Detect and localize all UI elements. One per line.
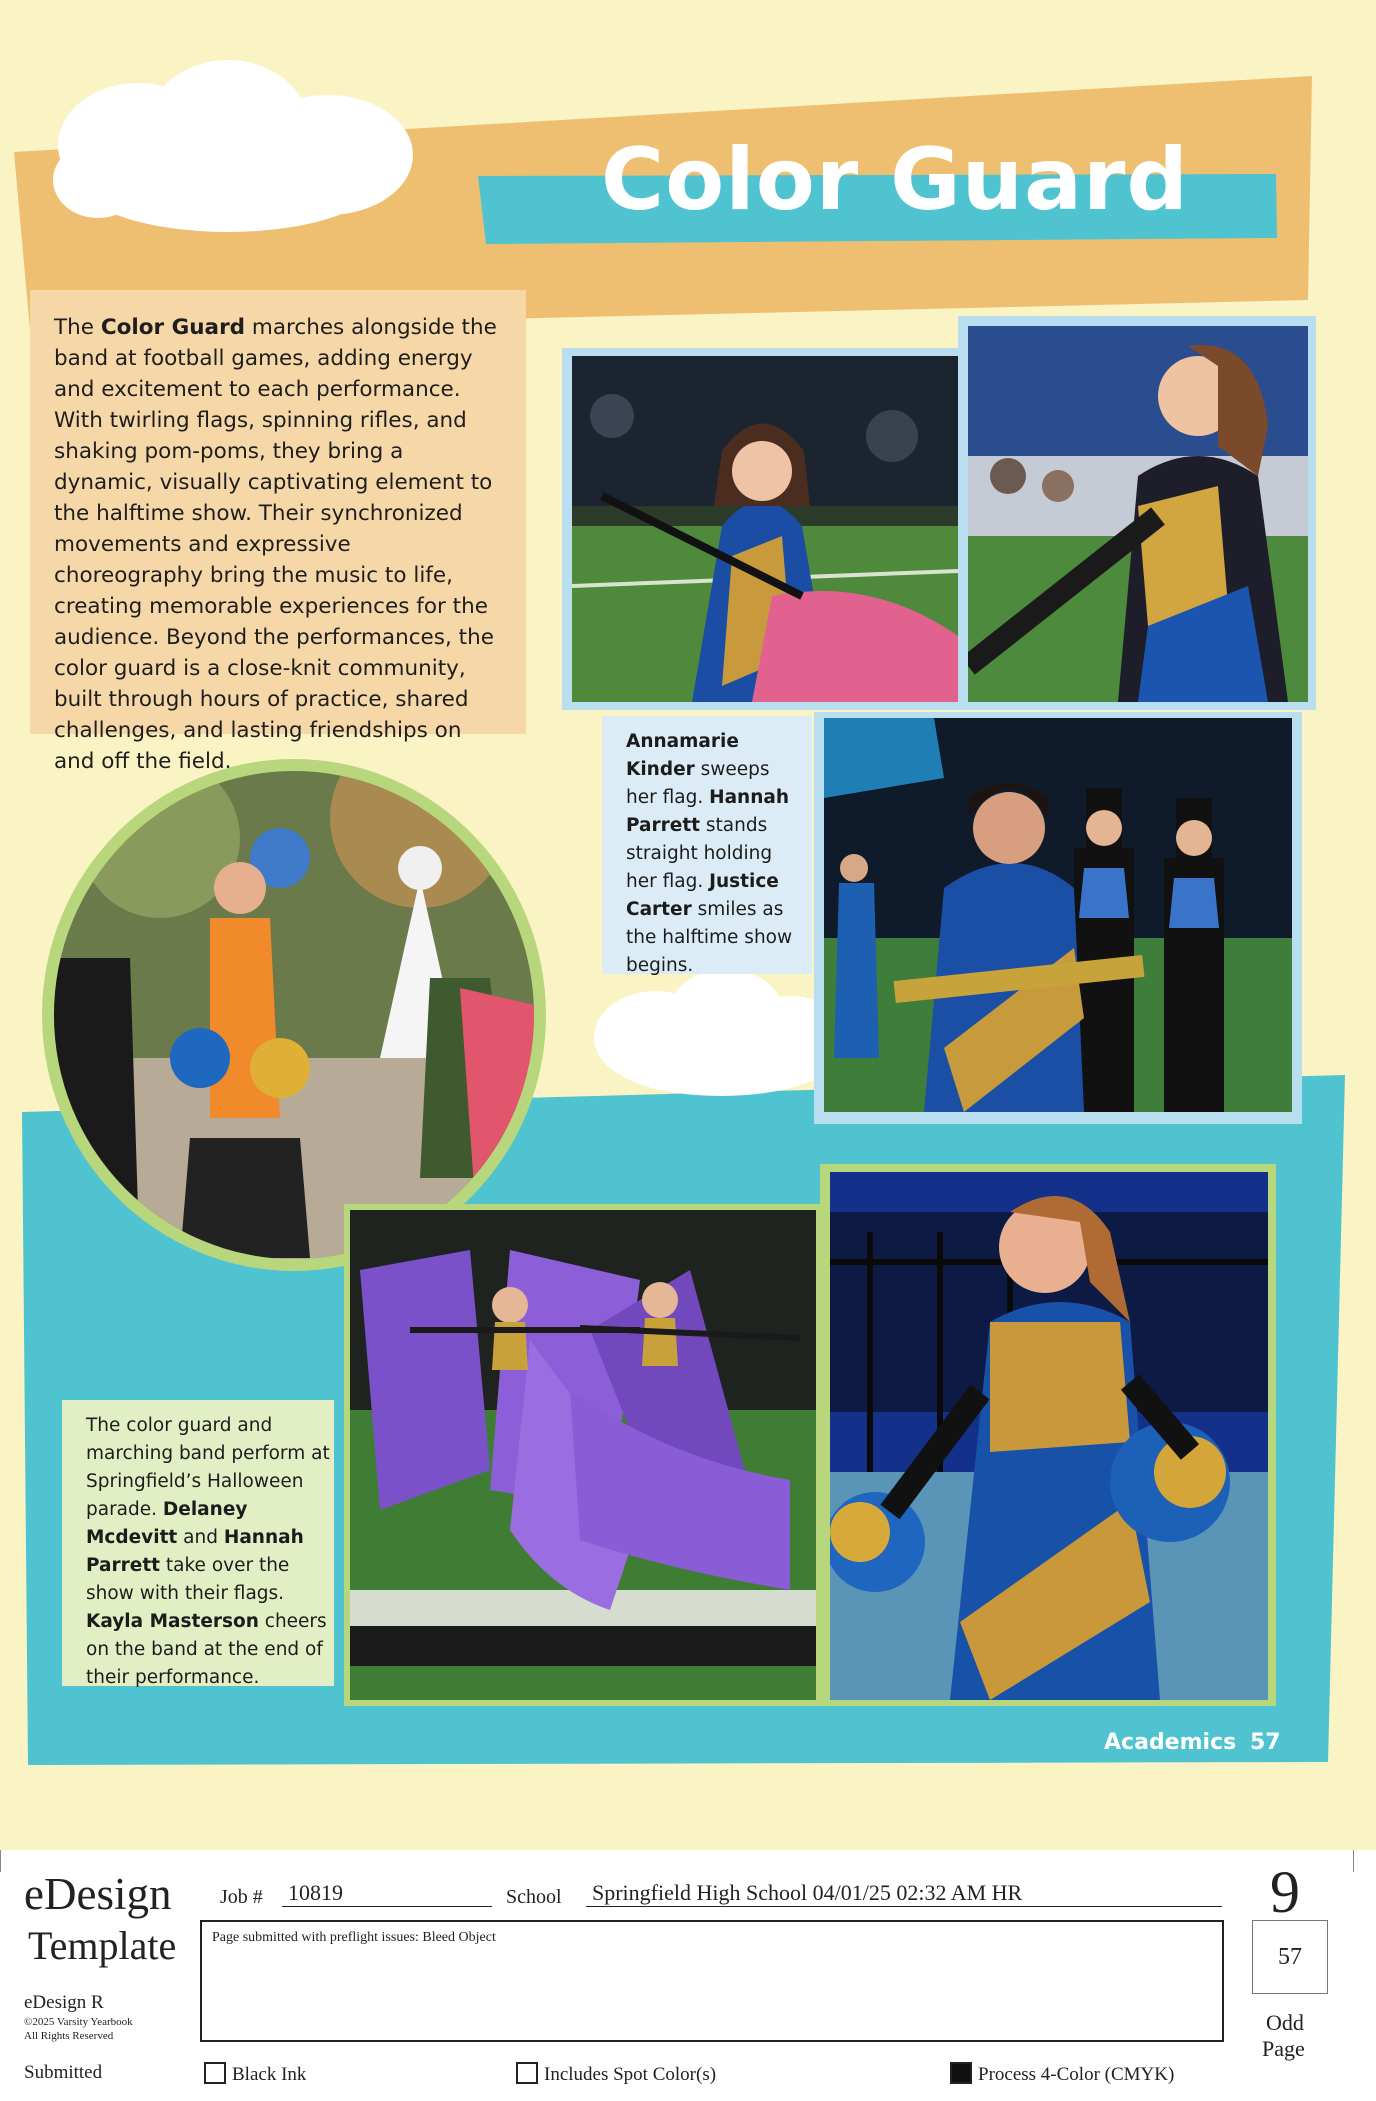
ladder-number: 9: [1270, 1859, 1300, 1925]
caption-text: stands straight holding her flag.: [626, 815, 773, 892]
caption-name: Annamarie Kinder: [626, 731, 739, 780]
intro-text-body: marches alongside the band at football games, adding energy and excitement to each performance. With twirling flags, spinning rifles, and shaking pom-poms, they bring a dynamic, visually captivating element to the halftime show. Their synchronized movements and expressive choreography bring the music to life, creating memorable experiences for the audience. Beyond the performances, the color guard is a close-knit community, built through hours of practice, shared challenges, and lasting friendships on and off the field.: [54, 315, 497, 774]
intro-text-start: The: [54, 315, 101, 340]
cloud-icon: [28, 30, 420, 240]
copyright-line: All Rights Reserved: [24, 2030, 114, 2042]
caption-top: [626, 728, 806, 980]
page-title: Color Guard: [601, 130, 1189, 230]
submitted-label: Submitted: [24, 2062, 103, 2083]
photo-purple-flags: [350, 1210, 816, 1700]
odd-page-label: Page: [1262, 2036, 1305, 2061]
page-number-box: 57: [1252, 1920, 1328, 1994]
caption-text: The color guard and marching band perform at Springfield’s Halloween parade.: [86, 1415, 330, 1520]
black-ink-label: Black Ink: [232, 2064, 307, 2085]
caption-text: cheers on the band at the end of their performance.: [86, 1611, 327, 1688]
preflight-note: Page submitted with preflight issues: Bleed Object: [212, 1930, 496, 1945]
spot-color-label: Includes Spot Color(s): [544, 2064, 717, 2085]
spot-color-checkbox[interactable]: [516, 2062, 538, 2084]
intro-text-box: [30, 290, 526, 774]
black-ink-checkbox[interactable]: [204, 2062, 226, 2084]
photo-standing-straight: [968, 326, 1308, 702]
folio-page-number: 57: [1250, 1730, 1281, 1755]
photo-pompom-cheer: [830, 1172, 1268, 1700]
caption-name: Kayla Masterson: [86, 1611, 259, 1632]
cmyk-checkbox[interactable]: [950, 2062, 972, 2084]
caption-name: Hannah Parrett: [626, 787, 790, 836]
photo-flag-sweep: [572, 356, 958, 702]
trim-mark: [1353, 1850, 1354, 1872]
copyright-line: ©2025 Varsity Yearbook: [24, 2016, 133, 2028]
brand-template: Template: [28, 1923, 177, 1968]
edesign-template-footer: [0, 1850, 1376, 2101]
caption-bottom: [86, 1412, 330, 1692]
job-label: Job #: [220, 1886, 263, 1908]
intro-bold-name: Color Guard: [100, 315, 246, 340]
edesign-r-label: eDesign R: [24, 1992, 104, 2013]
photo-halloween-parade: [40, 758, 548, 1272]
photo-halftime-smile: [824, 718, 1292, 1112]
caption-name: Justice Carter: [626, 871, 779, 920]
caption-text: and: [177, 1527, 224, 1548]
caption-name: Hannah Parrett: [86, 1527, 304, 1576]
caption-text: smiles as the halftime show begins.: [626, 899, 793, 976]
caption-name: Delaney Mcdevitt: [86, 1499, 248, 1548]
cmyk-label: Process 4-Color (CMYK): [978, 2064, 1175, 2085]
notes-box: [200, 1920, 1224, 2042]
odd-page-label: Odd: [1266, 2010, 1304, 2035]
school-value: Springfield High School 04/01/25 02:32 AM HR: [586, 1880, 1222, 1907]
school-label: School: [506, 1886, 562, 1908]
trim-mark: [0, 1850, 1, 1872]
caption-text: take over the show with their flags.: [86, 1555, 290, 1604]
brand-edesign: eDesign: [24, 1869, 172, 1919]
job-number: 10819: [282, 1880, 492, 1907]
caption-text: sweeps her flag.: [626, 759, 770, 808]
folio-section: Academics: [1104, 1730, 1237, 1755]
